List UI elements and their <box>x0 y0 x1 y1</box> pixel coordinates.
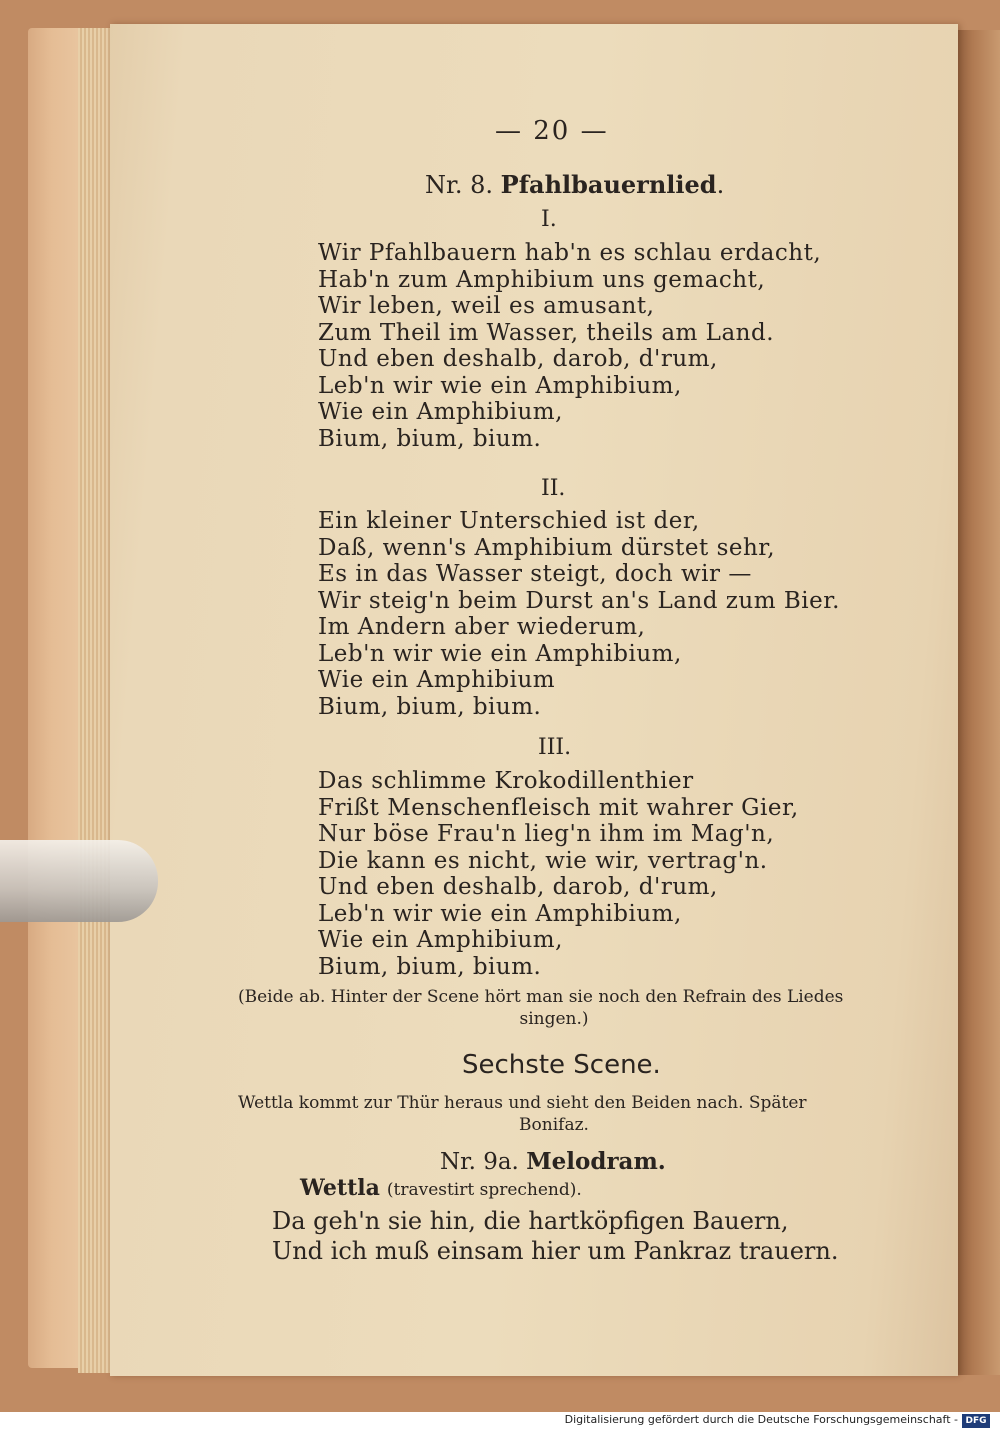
scene-description-line: Bonifaz. <box>519 1115 589 1135</box>
verse-line: Frißt Menschenfleisch mit wahrer Gier, <box>318 794 799 821</box>
melodram-lines <box>272 1206 838 1266</box>
verse-line: Bium, bium, bium. <box>318 425 542 452</box>
song-number: Nr. 8. <box>425 171 493 199</box>
melodram-line: Da geh'n sie hin, die hartköpfigen Bauern, <box>272 1207 789 1235</box>
verse-line: Im Andern aber wiederum, <box>318 614 646 640</box>
verse-numeral-2: II. <box>541 476 566 501</box>
footer-credit: Digitalisierung gefördert durch die Deutsche Forschungsgemeinschaft - <box>564 1413 958 1426</box>
verse-line: Wie ein Amphibium, <box>318 927 563 953</box>
verse-line: Zum Theil im Wasser, theils am Land. <box>318 319 774 346</box>
stage-direction <box>238 986 870 1030</box>
verse-line: Wie ein Amphibium <box>318 667 556 693</box>
right-page-edge <box>955 30 1000 1375</box>
page-number: — 20 — <box>495 116 609 146</box>
verse-line: Daß, wenn's Amphibium dürstet sehr, <box>318 534 776 561</box>
verse-line: Und eben deshalb, darob, d'rum, <box>318 346 718 372</box>
verse-line: Bium, bium, bium. <box>318 693 542 720</box>
verse-2 <box>318 508 840 720</box>
verse-line: Wir leben, weil es amusant, <box>318 293 655 319</box>
melodram-heading <box>440 1148 666 1175</box>
verse-line: Nur böse Frau'n lieg'n ihm im Mag'n, <box>318 821 775 847</box>
dfg-logo-icon: DFG <box>962 1414 990 1428</box>
speaker-line <box>300 1175 582 1201</box>
verse-line: Die kann es nicht, wie wir, vertrag'n. <box>318 847 768 874</box>
verse-1 <box>318 240 821 452</box>
scene-description-line: Wettla kommt zur Thür heraus und sieht den Beiden nach. Später <box>238 1093 807 1113</box>
melodram-line: Und ich muß einsam hier um Pankraz trauern. <box>272 1237 839 1265</box>
verse-3 <box>318 768 799 980</box>
speaker-name: Wettla <box>300 1175 380 1201</box>
verse-line: Hab'n zum Amphibium uns gemacht, <box>318 266 766 293</box>
scene-description <box>238 1092 870 1136</box>
verse-line: Das schlimme Krokodillenthier <box>318 768 694 794</box>
verse-line: Leb'n wir wie ein Amphibium, <box>318 640 682 667</box>
verse-line: Ein kleiner Unterschied ist der, <box>318 508 700 534</box>
verse-numeral-1: I. <box>541 207 557 232</box>
verse-numeral-3: III. <box>538 735 572 760</box>
stage-direction-line: (Beide ab. Hinter der Scene hört man sie noch den Refrain des Liedes <box>238 987 844 1007</box>
verse-line: Wir Pfahlbauern hab'n es schlau erdacht, <box>318 240 822 266</box>
verse-line: Wir steig'n beim Durst an's Land zum Bier. <box>318 587 840 614</box>
stage-direction-line: singen.) <box>519 1009 589 1029</box>
speaker-note: (travestirt sprechend). <box>386 1180 582 1200</box>
scene-title: Sechste Scene. <box>462 1050 661 1080</box>
verse-line: Leb'n wir wie ein Amphibium, <box>318 900 682 927</box>
verse-line: Wie ein Amphibium, <box>318 399 563 425</box>
verse-line: Es in das Wasser steigt, doch wir — <box>318 561 752 587</box>
verse-line: Leb'n wir wie ein Amphibium, <box>318 372 682 399</box>
verse-line: Bium, bium, bium. <box>318 953 542 980</box>
song-heading: Nr. 8. Pfahlbauernlied. <box>425 170 725 199</box>
bookmark-clip <box>0 840 158 922</box>
song-title: Pfahlbauernlied <box>500 170 717 199</box>
melodram-title: Melodram. <box>526 1148 666 1175</box>
verse-line: Und eben deshalb, darob, d'rum, <box>318 874 718 900</box>
melodram-number: Nr. 9a. <box>440 1149 519 1175</box>
